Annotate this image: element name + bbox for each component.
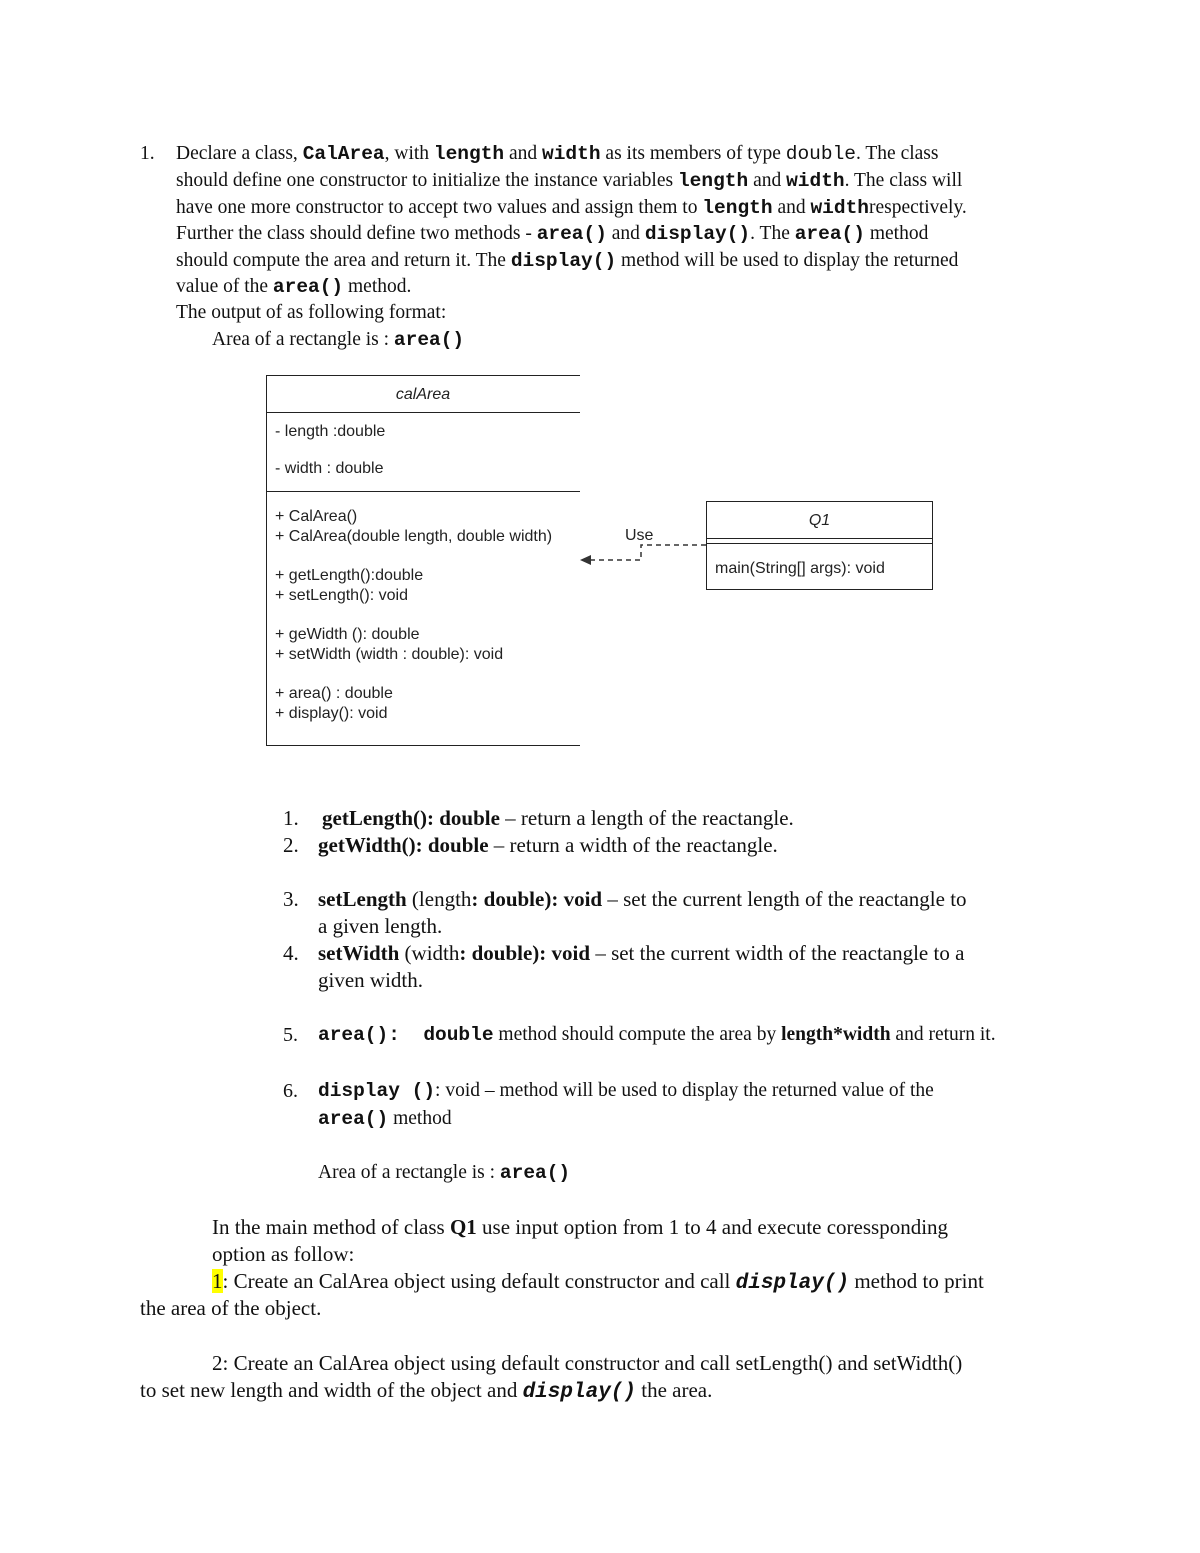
text: Area of a rectangle is : xyxy=(212,329,394,350)
code-display: display() xyxy=(735,1272,850,1295)
list-number: 1. xyxy=(283,806,299,830)
code-width: width xyxy=(542,143,601,165)
method-signature: display () xyxy=(318,1080,436,1102)
uml-method: + CalArea(double length, double width) xyxy=(275,528,553,545)
expression: length*width xyxy=(781,1024,891,1045)
text: method should compute the area by xyxy=(493,1024,782,1045)
main-section-intro-continuation: option as follow: xyxy=(212,1242,355,1266)
text: Further the class should define two methods - xyxy=(176,223,537,244)
code-length: length xyxy=(677,170,749,192)
text: – return a width of the reactangle. xyxy=(488,833,778,857)
text: Area of a rectangle is : xyxy=(318,1162,500,1183)
uml-divider xyxy=(267,412,580,413)
code-width: width xyxy=(810,197,869,219)
list-item-continuation: given width. xyxy=(318,968,423,992)
list-number: 3. xyxy=(283,887,299,911)
question-number: 1. xyxy=(140,143,155,164)
method-signature: : double): void xyxy=(459,941,591,965)
code-type: double xyxy=(785,143,856,165)
code-width: width xyxy=(786,170,845,192)
uml-method: + setWidth (width : double): void xyxy=(275,646,504,663)
option-1 xyxy=(212,1268,984,1297)
q1-line-2 xyxy=(176,168,962,195)
option-2: 2: Create an CalArea object using default constructor and call setLength() and setWidth() xyxy=(212,1351,963,1375)
text: – return a length of the reactangle. xyxy=(499,806,794,830)
main-section-intro xyxy=(212,1214,948,1241)
text: and xyxy=(748,170,787,191)
list-number: 4. xyxy=(283,941,299,965)
method-signature: setLength xyxy=(318,887,407,911)
text: : void – method will be used to display the returned value of the xyxy=(435,1080,934,1101)
text: use input option from 1 to 4 and execute coressponding xyxy=(476,1215,949,1239)
list-item xyxy=(322,805,794,832)
uml-method: + getLength():double xyxy=(275,567,424,584)
list-item xyxy=(318,940,964,967)
list-item xyxy=(318,1022,996,1049)
uml-method: + setLength(): void xyxy=(275,587,408,604)
code-display: display() xyxy=(522,1381,636,1404)
method-signature: : double): void xyxy=(471,887,603,911)
code-display: display() xyxy=(644,223,751,245)
uml-class-q1 xyxy=(706,501,933,590)
list-number: 5. xyxy=(283,1024,298,1046)
list-item xyxy=(318,832,778,859)
class-name: Q1 xyxy=(449,1215,477,1239)
text: to set new length and width of the object and xyxy=(140,1378,523,1402)
text: In the main method of class xyxy=(212,1215,450,1239)
code-area: area() xyxy=(794,223,865,245)
text: respectively. xyxy=(868,197,967,218)
text: the area. xyxy=(636,1378,713,1402)
uml-class-title: calArea xyxy=(395,386,451,403)
code-display: display() xyxy=(510,250,617,272)
code-area: area() xyxy=(393,329,465,351)
uml-attribute: - width : double xyxy=(275,460,384,477)
list-item-continuation xyxy=(318,1106,452,1133)
highlighted-option-number: 1 xyxy=(212,1269,223,1293)
uml-method: + display(): void xyxy=(275,705,388,722)
uml-relation-label: Use xyxy=(625,527,654,544)
method-signature: area(): double xyxy=(318,1024,494,1046)
code-class-name: CalArea xyxy=(302,143,385,165)
text: . The xyxy=(750,223,795,244)
uml-divider xyxy=(707,538,932,539)
text: method. xyxy=(343,276,412,297)
list-item-continuation: a given length. xyxy=(318,914,443,938)
text: , with xyxy=(384,143,434,164)
text: as its members of type xyxy=(600,143,786,164)
code-area: area() xyxy=(318,1108,389,1130)
code-length: length xyxy=(433,143,505,165)
text: and xyxy=(772,197,811,218)
text: : Create an CalArea object using default constructor and call xyxy=(222,1269,736,1293)
list-item xyxy=(318,1078,934,1105)
code-area: area() xyxy=(536,223,607,245)
text: and xyxy=(606,223,645,244)
list-number: 2. xyxy=(283,833,299,857)
q1-line-3 xyxy=(176,195,967,222)
output-format-example xyxy=(318,1160,570,1187)
text: . The class will xyxy=(844,170,963,191)
output-format-intro: The output of as following format: xyxy=(176,302,447,323)
method-signature: getWidth(): double xyxy=(318,833,489,857)
uml-class-title: Q1 xyxy=(808,512,831,529)
text: Declare a class, xyxy=(176,143,303,164)
option-1-continuation: the area of the object. xyxy=(140,1296,322,1320)
q1-line-4 xyxy=(176,221,928,248)
uml-divider xyxy=(707,543,932,544)
output-format-example xyxy=(212,327,464,354)
list-item xyxy=(318,886,967,913)
code-length: length xyxy=(702,197,773,219)
q1-line-6 xyxy=(176,274,411,301)
uml-class-calarea xyxy=(266,375,580,746)
uml-divider xyxy=(267,491,580,492)
uml-method: + geWidth (): double xyxy=(275,626,420,643)
q1-line-1 xyxy=(176,141,1058,168)
q1-line-5 xyxy=(176,248,958,275)
text: should define one constructor to initialize the instance variables xyxy=(176,170,678,191)
text: and return it. xyxy=(890,1024,996,1045)
method-signature: getLength(): double xyxy=(322,806,500,830)
text: should compute the area and return it. The xyxy=(176,250,511,271)
method-signature: setWidth xyxy=(318,941,400,965)
text: have one more constructor to accept two values and assign them to xyxy=(176,197,703,218)
code-area: area() xyxy=(499,1162,571,1184)
text: method will be used to display the returned xyxy=(616,250,959,271)
text: method xyxy=(864,223,929,244)
code-area: area() xyxy=(272,276,344,298)
text: value of the xyxy=(176,276,273,297)
uml-attribute: - length :double xyxy=(275,423,386,440)
option-2-continuation xyxy=(140,1377,712,1406)
uml-method: + CalArea() xyxy=(275,508,358,525)
text: method xyxy=(388,1108,452,1129)
text: (length xyxy=(406,887,472,911)
text: (width xyxy=(399,941,460,965)
list-number: 6. xyxy=(283,1080,298,1102)
text: and xyxy=(504,143,543,164)
uml-method: main(String[] args): void xyxy=(715,560,885,577)
text: – set the current length of the reactangle to xyxy=(602,887,967,911)
text: . The class xyxy=(855,143,939,164)
uml-method: + area() : double xyxy=(275,685,393,702)
text: – set the current width of the reactangle to a xyxy=(590,941,965,965)
text: method to print xyxy=(849,1269,984,1293)
